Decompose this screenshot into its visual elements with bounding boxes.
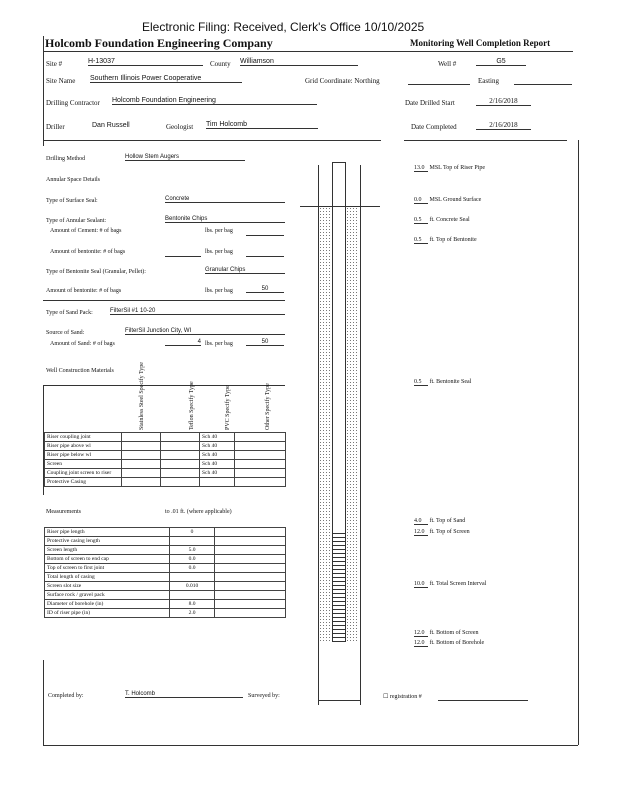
riser-pipe-right xyxy=(345,162,346,642)
drilling-method-label: Drilling Method xyxy=(46,156,86,162)
grid-northing-label: Grid Coordinate: Northing xyxy=(305,77,380,85)
date-started-value: 2/16/2018 xyxy=(476,97,531,106)
table-row: Riser pipe below wl Sch 40 xyxy=(45,451,286,460)
site-name-value: Southern Illinois Power Cooperative xyxy=(90,75,242,83)
well-screen xyxy=(333,530,345,640)
col-stainless: Stainless Steel Specify Type xyxy=(139,362,145,430)
table-row: ID of riser pipe (in) 2.0 xyxy=(45,609,286,618)
table-row: Screen Sch 40 xyxy=(45,460,286,469)
report-title: Monitoring Well Completion Report xyxy=(410,38,551,48)
table-row: Protective Casing xyxy=(45,478,286,487)
table-row: Screen length 5.0 xyxy=(45,546,286,555)
annular-sealant-value: Bentonite Chips xyxy=(165,216,285,223)
registration-label: ☐ registration # xyxy=(383,694,422,700)
table-row: Bottom of screen to end cap 0.0 xyxy=(45,555,286,564)
measurements-note: to .01 ft. (where applicable) xyxy=(165,509,232,515)
bentonite-amount-label: Amount of bentonite: # of bags xyxy=(50,249,126,255)
label-top-screen: ft. Top of Screen xyxy=(429,529,470,535)
contractor-value: Holcomb Foundation Engineering xyxy=(112,97,317,105)
surface-seal-label: Type of Surface Seal: xyxy=(46,198,98,204)
bentonite-lbs-value: 50 xyxy=(246,286,284,293)
sand-lbs-value: 50 xyxy=(246,339,284,346)
col-teflon: Teflon Specify Type xyxy=(189,381,195,430)
label-top-riser: MSL Top of Riser Pipe xyxy=(429,165,486,171)
label-bentonite-seal: ft. Bentonite Seal xyxy=(429,379,472,385)
company-name: Holcomb Foundation Engineering Company xyxy=(45,36,273,50)
cement-lbs-label: lbs. per bag xyxy=(205,228,233,234)
county-value: Williamson xyxy=(240,58,358,66)
county-label: County xyxy=(210,60,231,68)
label-screen-interval: ft. Total Screen Interval xyxy=(429,581,487,587)
sand-bags-value: 4 xyxy=(165,339,201,346)
site-name-label: Site Name xyxy=(46,77,76,85)
completed-by-value: T. Holcomb xyxy=(125,691,243,698)
sand-source-value: FilterSil Junction City, WI xyxy=(125,328,285,335)
date-started-label: Date Drilled Start xyxy=(405,99,455,107)
col-pvc: PVC Specify Type xyxy=(225,385,231,430)
table-row: Coupling joint screen to riser Sch 40 xyxy=(45,469,286,478)
driller-label: Driller xyxy=(46,123,65,131)
table-row: Diameter of borehole (in) 8.0 xyxy=(45,600,286,609)
geologist-value: Tim Holcomb xyxy=(206,121,318,129)
label-top-bentonite: ft. Top of Bentonite xyxy=(429,237,477,243)
table-row: Protective casing length xyxy=(45,537,286,546)
label-concrete-seal: ft. Concrete Seal xyxy=(429,217,470,223)
cement-label: Amount of Cement: # of bags xyxy=(50,228,122,234)
materials-table xyxy=(44,432,286,487)
table-row: Top of screen to first joint 0.0 xyxy=(45,564,286,573)
date-completed-label: Date Completed xyxy=(411,123,457,131)
site-number-value: H-13037 xyxy=(88,58,203,66)
measurements-table xyxy=(44,527,286,618)
sand-pack-label: Type of Sand Pack: xyxy=(46,310,93,316)
sand-lbs-label: lbs. per bag xyxy=(205,341,233,347)
label-ground-surface: MSL Ground Surface xyxy=(429,197,482,203)
easting-label: Easting xyxy=(478,77,499,85)
sand-source-label: Source of Sand: xyxy=(46,330,85,336)
surveyed-by-label: Surveyed by: xyxy=(248,693,280,699)
surface-seal-value: Concrete xyxy=(165,196,285,203)
table-row: Surface rock / gravel pack xyxy=(45,591,286,600)
col-other: Other Specify Type xyxy=(265,383,271,430)
label-bottom-borehole: ft. Bottom of Borehole xyxy=(429,640,485,646)
sand-pack-value: FilterSil #1 10-20 xyxy=(110,308,285,315)
date-completed-value: 2/16/2018 xyxy=(476,121,531,130)
table-row: Total length of casing xyxy=(45,573,286,582)
site-number-label: Site # xyxy=(46,60,63,68)
materials-heading: Well Construction Materials xyxy=(46,368,114,374)
label-top-sand: ft. Top of Sand xyxy=(429,518,466,524)
filing-stamp: Electronic Filing: Received, Clerk's Office 10/10/2025 xyxy=(142,20,425,34)
annular-fill-left xyxy=(319,207,331,642)
sand-amount-label: Amount of Sand: # of bags xyxy=(50,341,115,347)
driller-value: Dan Russell xyxy=(92,122,130,129)
bentonite-seal-label: Type of Bentonite Seal (Granular, Pellet): xyxy=(46,269,146,275)
table-row: Riser coupling joint Sch 40 xyxy=(45,433,286,442)
surveyed-by-field xyxy=(318,693,360,701)
annular-fill-right xyxy=(346,207,359,642)
registration-field xyxy=(438,693,528,701)
bentonite-lbs-label: lbs. per bag xyxy=(205,249,233,255)
easting-field xyxy=(514,76,572,85)
table-row: Riser pipe above wl Sch 40 xyxy=(45,442,286,451)
bentonite-amount2-label: Amount of bentonite: # of bags xyxy=(46,288,122,294)
measurements-heading: Measurements xyxy=(46,509,81,515)
label-bottom-screen: ft. Bottom of Screen xyxy=(429,630,479,636)
drilling-method-value: Hollow Stem Augers xyxy=(125,154,245,161)
well-number-value: G5 xyxy=(476,58,526,66)
northing-field xyxy=(408,76,470,85)
bentonite-seal-value: Granular Chips xyxy=(205,267,285,274)
table-row: Screen slot size 0.010 xyxy=(45,582,286,591)
table-row: Riser pipe length 0 xyxy=(45,528,286,537)
well-number-label: Well # xyxy=(438,60,457,68)
geologist-label: Geologist xyxy=(166,123,194,131)
annular-heading: Annular Space Details xyxy=(46,177,100,183)
annular-sealant-label: Type of Annular Sealant: xyxy=(46,218,107,224)
completed-by-label: Completed by: xyxy=(48,693,84,699)
contractor-label: Drilling Contractor xyxy=(46,99,100,107)
bentonite-lbs2-label: lbs. per bag xyxy=(205,288,233,294)
